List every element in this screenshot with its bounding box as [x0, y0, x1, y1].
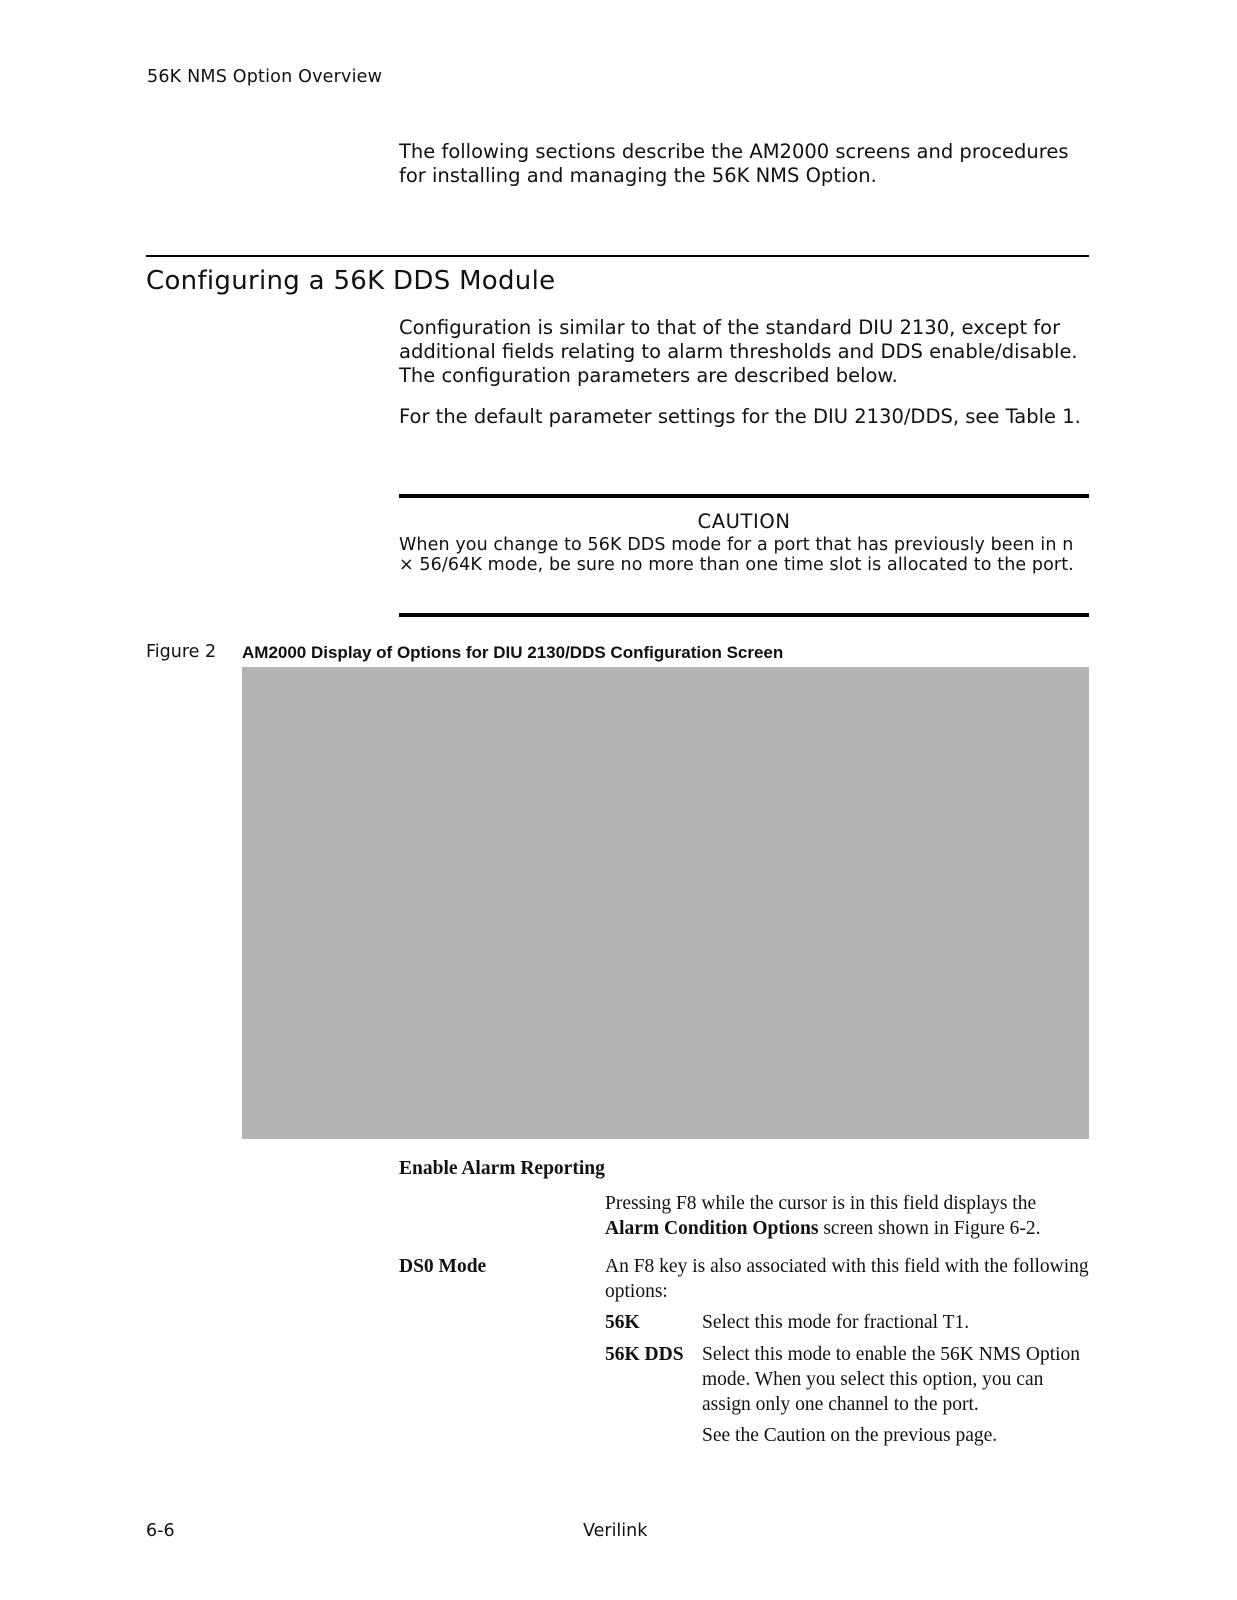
caution-rule-top: [399, 494, 1089, 498]
figure-label: Figure 2: [146, 642, 217, 662]
figure-title: AM2000 Display of Options for DIU 2130/DDS Configuration Screen: [242, 643, 784, 662]
section-title: Configuring a 56K DDS Module: [146, 266, 556, 296]
field-desc-enable-alarm: [605, 1191, 1089, 1241]
caution-heading: CAUTION: [697, 510, 791, 533]
defaults-paragraph: For the default parameter settings for the DIU 2130/DDS, see Table 1.: [399, 405, 1081, 428]
option-desc-56k-dds: Select this mode to enable the 56K NMS Option mode. When you select this option, you can assign only one channel to the port.: [702, 1344, 1081, 1415]
option-desc-56k: Select this mode for fractional T1.: [702, 1312, 970, 1333]
option-note-56k-dds: See the Caution on the previous page.: [702, 1425, 998, 1446]
config-paragraph: Configuration is similar to that of the standard DIU 2130, except for additional fields relating to alarm thresholds and DDS enable/disable. The configuration parameters are described below.: [399, 316, 1078, 387]
alarm-desc-pre: Pressing F8 while the cursor is in this field displays the: [605, 1193, 1037, 1214]
caution-rule-bottom: [399, 613, 1089, 617]
alarm-desc-post: screen shown in Figure 6-2.: [823, 1218, 1041, 1239]
figure-screenshot-placeholder: [242, 667, 1089, 1139]
option-name-56k: 56K: [605, 1312, 640, 1333]
option-name-56k-dds: 56K DDS: [605, 1344, 684, 1365]
caution-text: When you change to 56K DDS mode for a port that has previously been in n × 56/64K mode, be sure no more than one time slot is allocated to the port.: [399, 535, 1074, 575]
field-desc-ds0-mode: An F8 key is also associated with this field with the following options:: [605, 1256, 1089, 1302]
field-name-ds0-mode: DS0 Mode: [399, 1256, 487, 1277]
section-rule: [146, 255, 1089, 257]
intro-paragraph: The following sections describe the AM2000 screens and procedures for installing and managing the 56K NMS Option.: [399, 140, 1069, 187]
running-header: 56K NMS Option Overview: [147, 67, 383, 87]
alarm-condition-options-ref: Alarm Condition Options: [605, 1218, 819, 1239]
page-number: 6-6: [146, 1521, 175, 1541]
field-name-enable-alarm: Enable Alarm Reporting: [399, 1158, 605, 1179]
footer-publisher: Verilink: [583, 1521, 648, 1541]
